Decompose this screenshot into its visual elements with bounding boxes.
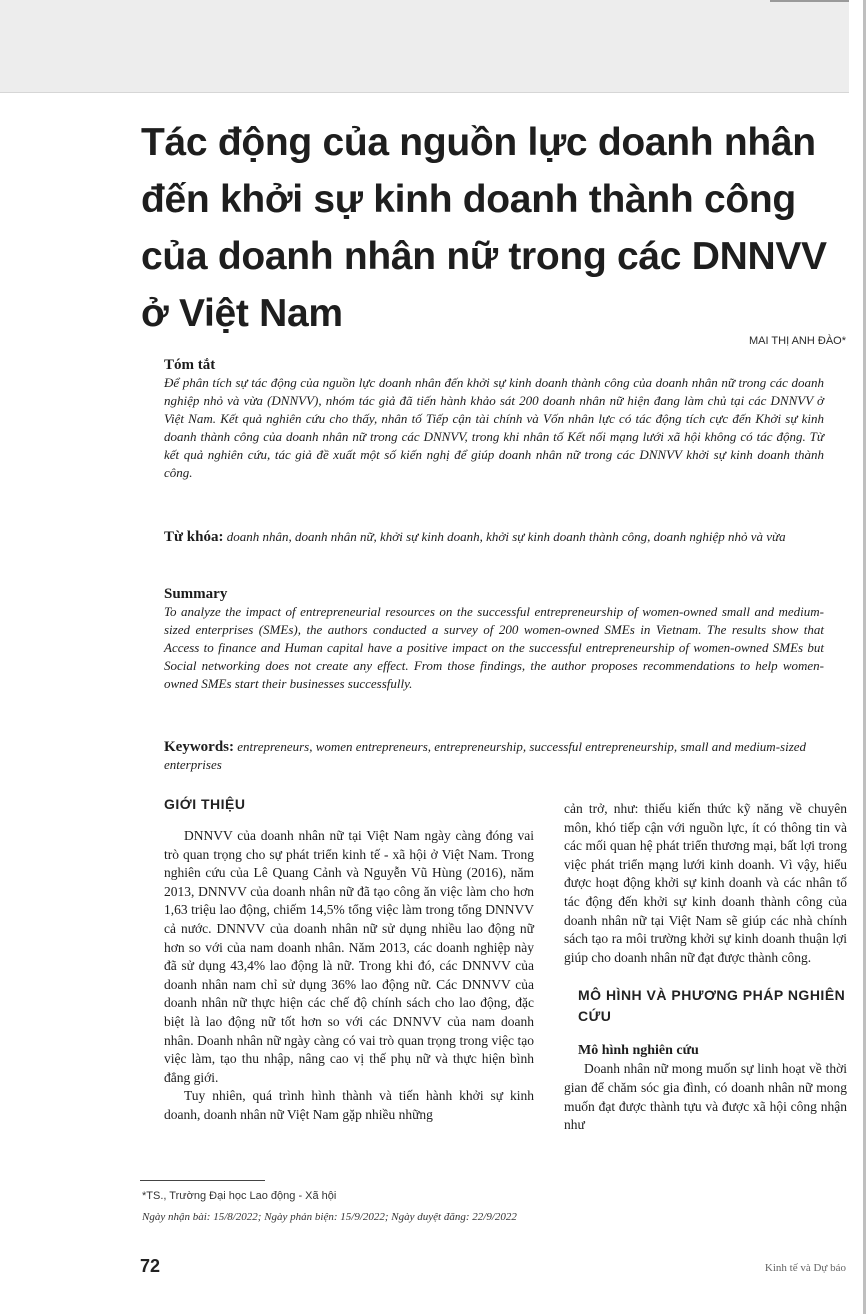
keywords-vietnamese xyxy=(164,528,824,546)
abstract-en-text: To analyze the impact of entrepreneurial resources on the successful entrepreneurship of women-owned small and medium-sized enterprises (SMEs), the authors conducted a survey of 200 women-owned SMEs in Vietnam. The results show that Access to finance and Human capital have a positive impact on the successful entrepreneurship of women-owned SMEs but Social networking does not create any effect. From those findings, the author proposes recommendations to help women-owned SMEs start their businesses successfully. xyxy=(164,604,824,691)
footnote-dates: Ngày nhận bài: 15/8/2022; Ngày phản biện: 15/9/2022; Ngày duyệt đăng: 22/9/2022 xyxy=(142,1211,517,1223)
article-title xyxy=(141,114,841,342)
page-number: 72 xyxy=(140,1256,161,1276)
keywords-en-text: entrepreneurs, women entrepreneurs, entrepreneurship, successful entrepreneurship, small and medium-sized enterprises xyxy=(164,739,807,772)
left-column xyxy=(164,794,534,1125)
title-line-3: của doanh nhân nữ trong các DNNVV xyxy=(141,235,827,278)
keywords-en-label: Keywords: xyxy=(164,739,234,755)
title-line-4: ở Việt Nam xyxy=(141,292,343,335)
footnote-rule xyxy=(140,1180,265,1181)
journal-name: Kinh tế và Dự báo xyxy=(764,1262,846,1274)
title-line-2: đến khởi sự kinh doanh thành công xyxy=(141,178,796,221)
intro-heading: GIỚI THIỆU xyxy=(164,796,246,812)
abstract-vi-heading: Tóm tắt xyxy=(164,357,216,373)
keywords-vi-text: doanh nhân, doanh nhân nữ, khởi sự kinh doanh, khởi sự kinh doanh thành công, doanh nghiệp nhỏ và vừa xyxy=(226,529,786,544)
right-column xyxy=(564,800,847,1135)
intro-paragraph-1: DNNVV của doanh nhân nữ tại Việt Nam ngày càng đóng vai trò quan trọng cho sự phát triển kinh tế - xã hội ở Việt Nam. Trong nghiên cứu của Lê Quang Cảnh và Nguyễn Vũ Hùng (2016), năm 2013, DNNVV của doanh nhân nữ đã tạo công ăn việc làm cho hơn 1,63 triệu lao động, chiếm 14,5% tổng việc làm trong tổng DNNVV cả nước. DNNVV của doanh nhân nữ sử dụng nhiều lao động nữ hơn so với của nam doanh nhân. Năm 2013, các doanh nghiệp này đã sử dụng 43,4% lao động là nữ. Trong khi đó, các DNNVV của doanh nhân nam chỉ sử dụng 36% lao động nữ. Các DNNVV của doanh nhân nữ thực hiện các chế độ chính sách cho lao động, đặc biệt là lao động nữ tốt hơn so với các DNNVV của nam doanh nhân. Doanh nhân nữ ngày càng có vai trò quan trọng trong việc tạo việc làm, tạo thu nhập, nâng cao vị thế phụ nữ và thực hiện bình đẳng giới. xyxy=(164,828,534,1085)
header-rule xyxy=(770,0,849,2)
header-band xyxy=(0,0,849,93)
keywords-english xyxy=(164,738,824,774)
keywords-vi-label: Từ khóa: xyxy=(164,529,224,545)
abstract-en-heading: Summary xyxy=(164,586,228,602)
intro-paragraph-2: Tuy nhiên, quá trình hình thành và tiến hành khởi sự kinh doanh, doanh nhân nữ Việt Nam gặp nhiều những xyxy=(164,1088,534,1122)
model-subheading: Mô hình nghiên cứu xyxy=(578,1043,699,1059)
footnote-affiliation: *TS., Trường Đại học Lao động - Xã hội xyxy=(142,1190,337,1202)
abstract-vi-text: Để phân tích sự tác động của nguồn lực doanh nhân đến khởi sự kinh doanh thành công của doanh nhân nữ trong các doanh nghiệp nhỏ và vừa (DNNVV), nhóm tác giả đã tiến hành khảo sát 200 doanh nhân nữ hiện đang làm chủ tại các DNNVV ở Việt Nam. Kết quả nghiên cứu cho thấy, nhân tố Tiếp cận tài chính và Vốn nhân lực có tác động tích cực đến Khởi sự kinh doanh thành công của doanh nhân nữ trong các DNNVV, trong khi nhân tố Kết nối mạng lưới xã hội không có tác động. Từ kết quả nghiên cứu, tác giả đề xuất một số kiến nghị để giúp doanh nhân nữ trong các DNNVV khởi sự kinh doanh thành công. xyxy=(164,375,824,480)
model-paragraph-1: Doanh nhân nữ mong muốn sự linh hoạt về thời gian để chăm sóc gia đình, có doanh nhân nữ mong muốn đạt được thành tựu và được xã hội công nhận như xyxy=(564,1061,847,1133)
title-line-1: Tác động của nguồn lực doanh nhân xyxy=(141,121,816,164)
author-name: MAI THỊ ANH ĐÀO* xyxy=(749,335,846,347)
abstract-english xyxy=(164,585,824,693)
abstract-vietnamese xyxy=(164,356,824,482)
model-heading: MÔ HÌNH VÀ PHƯƠNG PHÁP NGHIÊN CỨU xyxy=(578,987,846,1025)
intro-paragraph-2-continued: cản trở, như: thiếu kiến thức kỹ năng về chuyên môn, khó tiếp cận với nguồn lực, ít có thông tin và các mối quan hệ phát triển thương mại, bất lợi trong việc phát triển mạng lưới kinh doanh. Vì vậy, hiểu được hoạt động khởi sự kinh doanh và các nhân tố tác động đến khởi sự kinh doanh thành công của doanh nhân nữ tại Việt Nam sẽ giúp các nhà chính sách tạo ra môi trường khởi sự kinh doanh thuận lợi giúp cho doanh nhân nữ đạt được thành công. xyxy=(564,801,847,965)
